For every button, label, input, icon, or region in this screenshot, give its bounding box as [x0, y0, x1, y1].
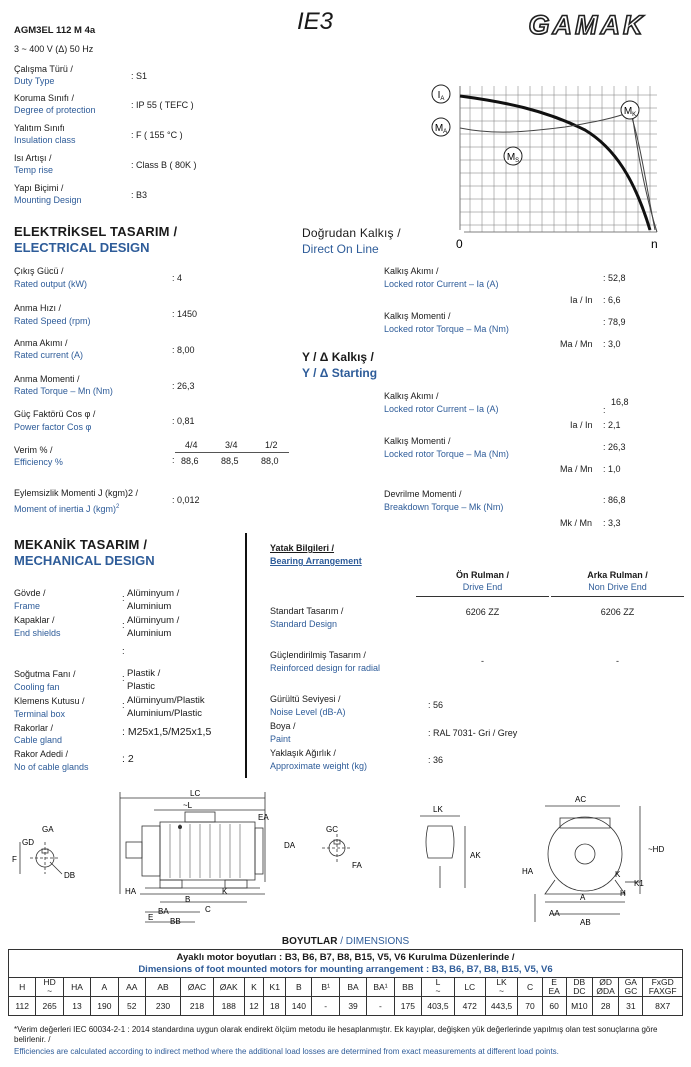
shaft-end-view-small — [322, 834, 352, 864]
current-value: : 8,00 — [172, 345, 195, 355]
col-fxgd: FxGD FAXGF — [643, 978, 683, 997]
eff-h1: 4/4 — [185, 440, 198, 450]
torque-current-curve — [425, 80, 665, 252]
val-od: 28 — [592, 997, 618, 1016]
mechanical-title-tr: MEKANİK TASARIM / — [14, 537, 148, 552]
insulation-tr: Yalıtım Sınıfı — [14, 123, 65, 133]
current-en: Rated current (A) — [14, 350, 84, 360]
yd-mk-ratio-label: Mk / Mn — [560, 518, 593, 528]
val-bb: 175 — [394, 997, 421, 1016]
footnote-tr: *Verim değerleri IEC 60034-2-1 : 2014 standardına uygun olarak endirekt ölçüm metodu ile hesaplanmıştır. Ek kayıplar, değişken yük değerlerinde yapılmış olan test sonuçlarına göre belirlenir. / — [14, 1025, 658, 1044]
voltage-rating: 3 ~ 400 V (Δ) 50 Hz — [14, 44, 94, 54]
dimensions-header-row — [9, 978, 683, 997]
val-aa: 52 — [118, 997, 145, 1016]
val-db: M10 — [566, 997, 592, 1016]
col-k1: K1 — [264, 978, 286, 997]
protection-en: Degree of protection — [14, 105, 96, 115]
frame-en: Frame — [14, 601, 41, 611]
col-aa: AA — [118, 978, 145, 997]
torque-en: Rated Torque – Mn (Nm) — [14, 386, 113, 396]
output-value: : 4 — [172, 273, 183, 283]
val-ba1: - — [367, 997, 394, 1016]
svg-text:HA: HA — [522, 867, 534, 876]
inertia-en: Moment of inertia J (kgm)$^2$ — [14, 504, 120, 514]
mechanical-title-en: MECHANICAL DESIGN — [14, 553, 155, 568]
val-l: 403,5 — [422, 997, 455, 1016]
col-b: B — [286, 978, 312, 997]
dimensions-value-row — [9, 997, 683, 1016]
dol-ia-value: : 52,8 — [603, 273, 626, 283]
std-design-tr: Standart Tasarım / — [270, 606, 344, 616]
shields-tr: Kapaklar / — [14, 615, 55, 625]
val-fxgd: 8X7 — [643, 997, 683, 1016]
mounting-tr: Yapı Biçimi / — [14, 183, 64, 193]
temp-rise-value: : Class B ( 80K ) — [131, 160, 197, 170]
inertia-tr: Eylemsizlik Momenti J (kgm)2 / — [14, 488, 139, 498]
electrical-title-en: ELECTRICAL DESIGN — [14, 240, 150, 255]
efficiency-class: IE3 — [297, 8, 334, 35]
svg-text:~HD: ~HD — [648, 845, 665, 854]
pf-tr: Güç Faktörü Cos φ / — [14, 409, 96, 419]
speed-value: : 1450 — [172, 309, 198, 319]
col-h: H — [9, 978, 36, 997]
dol-ma-en: Locked rotor Torque – Ma (Nm) — [384, 324, 509, 334]
yd-ma-ratio-label: Ma / Mn — [560, 464, 593, 474]
eff-v2: 88,5 — [221, 456, 239, 466]
col-c: C — [518, 978, 542, 997]
val-e: 60 — [542, 997, 566, 1016]
svg-text:LK: LK — [433, 805, 443, 814]
frame-value-en: Aluminium — [127, 601, 172, 612]
protection-value: : IP 55 ( TEFC ) — [131, 100, 194, 110]
svg-text:K1: K1 — [634, 879, 644, 888]
std-design-en: Standard Design — [270, 619, 338, 629]
insulation-value: : F ( 155 °C ) — [131, 130, 183, 140]
svg-text:n: n — [651, 237, 658, 251]
yd-title-tr: Y / Δ Kalkış / — [302, 350, 374, 364]
reinf-design-en: Reinforced design for radial — [270, 663, 381, 673]
glands-count-tr: Rakor Adedi / — [14, 749, 69, 759]
col-oac: ØAC — [181, 978, 214, 997]
paint-tr: Boya / — [270, 721, 296, 731]
col-lc: LC — [454, 978, 485, 997]
glands-count-value: : 2 — [122, 753, 134, 765]
eff-colon: : — [172, 455, 175, 465]
svg-text:K: K — [615, 870, 621, 879]
eff-rule — [175, 452, 289, 453]
fan-value-tr: Plastik / — [127, 668, 161, 679]
mounting-en: Mounting Design — [14, 195, 82, 205]
dol-ma-ratio-value: : 3,0 — [603, 339, 621, 349]
val-b1: - — [312, 997, 339, 1016]
svg-text:HA: HA — [125, 887, 137, 896]
svg-text:GD: GD — [22, 838, 34, 847]
svg-text:FA: FA — [352, 861, 362, 870]
dimensions-title: BOYUTLAR / DIMENSIONS — [281, 936, 410, 947]
dimensions-subtitle: Ayaklı motor boyutları : B3, B6, B7, B8, B15, V5, V6 Kurulma Düzenlerinde / Dimensions of foot mounted motors for mounting arrangement : B3, B6, B7, B8, B15, V5, V6 — [8, 949, 683, 977]
val-h: 112 — [9, 997, 36, 1016]
svg-text:MA: $M_A$ — [434, 123, 448, 135]
protection-tr: Koruma Sınıfı / — [14, 93, 75, 103]
torque-tr: Anma Momenti / — [14, 374, 80, 384]
eff-en: Efficiency % — [14, 457, 63, 467]
reinf-de-value: - — [481, 656, 484, 666]
svg-text:AA: AA — [549, 909, 560, 918]
eff-h2: 3/4 — [225, 440, 238, 450]
svg-text:GA: GA — [42, 825, 54, 834]
yd-ma-ratio-value: : 1,0 — [603, 464, 621, 474]
yd-ia-value: 16,8 — [611, 397, 629, 407]
svg-text:C: C — [205, 905, 211, 914]
svg-text:AC: AC — [575, 795, 587, 804]
glands-count-en: No of cable glands — [14, 762, 89, 772]
dol-ia-en: Locked rotor Current – Ia (A) — [384, 279, 499, 289]
svg-text:A: A — [580, 893, 586, 902]
std-de-value: 6206 ZZ — [465, 607, 500, 617]
mounting-value: : B3 — [131, 190, 148, 200]
duty-type-value: : S1 — [131, 71, 148, 81]
de-header-en: Drive End — [462, 582, 503, 592]
svg-text:E: E — [148, 913, 154, 922]
output-en: Rated output (kW) — [14, 279, 88, 289]
brand-logo — [510, 10, 665, 40]
motor-front-view — [535, 806, 640, 922]
weight-en: Approximate weight (kg) — [270, 761, 368, 771]
dol-title-tr: Doğrudan Kalkış / — [302, 226, 401, 240]
fan-en: Cooling fan — [14, 682, 60, 692]
temp-rise-en: Temp rise — [14, 165, 54, 175]
yd-ia-tr: Kalkış Akımı / — [384, 391, 439, 401]
dimensions-table — [8, 977, 683, 1016]
val-k: 12 — [244, 997, 264, 1016]
bearing-title-en: Bearing Arrangement — [270, 556, 362, 566]
val-b: 140 — [286, 997, 312, 1016]
nde-header-tr: Arka Rulman / — [587, 570, 648, 580]
col-ba: BA — [339, 978, 366, 997]
eff-h3: 1/2 — [265, 440, 278, 450]
val-hd: 265 — [36, 997, 63, 1016]
yd-ia-ratio-label: Ia / In — [570, 420, 593, 430]
col-ba1: BA¹ — [367, 978, 394, 997]
terminal-box-view — [420, 816, 465, 888]
val-oac: 218 — [181, 997, 214, 1016]
val-ga: 31 — [619, 997, 643, 1016]
svg-text:BA: BA — [158, 907, 169, 916]
yd-mk-tr: Devrilme Momenti / — [384, 489, 462, 499]
tbox-value-en: Aluminium/Plastic — [127, 708, 202, 719]
tbox-value-tr: Alüminyum/Plastik — [127, 695, 205, 706]
duty-type-tr: Çalışma Türü / — [14, 64, 73, 74]
svg-text:0: 0 — [456, 237, 463, 251]
yd-ia-en: Locked rotor Current – Ia (A) — [384, 404, 499, 414]
gland-tr: Rakorlar / — [14, 723, 54, 733]
electrical-title-tr: ELEKTRİKSEL TASARIM / — [14, 224, 178, 239]
svg-text:EA: EA — [258, 813, 269, 822]
pf-value: : 0,81 — [172, 416, 195, 426]
svg-text:AB: AB — [580, 918, 591, 927]
section-divider — [245, 533, 247, 778]
col-hd: HD ~ — [36, 978, 63, 997]
val-c: 70 — [518, 997, 542, 1016]
torque-value: : 26,3 — [172, 381, 195, 391]
eff-v1: 88,6 — [181, 456, 199, 466]
val-k1: 18 — [264, 997, 286, 1016]
svg-text:MS: $M_S$ — [506, 152, 520, 164]
tbox-en: Terminal box — [14, 709, 66, 719]
svg-text:GAMAK: GAMAK — [528, 10, 646, 40]
svg-text:DB: DB — [64, 871, 76, 880]
svg-text:MK: $M_K$ — [623, 106, 637, 118]
yd-mk-ratio-value: : 3,3 — [603, 518, 621, 528]
footnote-en: Efficiencies are calculated according to indirect method where the additional load losses are determined from exact measurements at different load points. — [14, 1047, 559, 1056]
shields-value-tr: Alüminyum / — [127, 615, 180, 626]
dol-ma-value: : 78,9 — [603, 317, 626, 327]
yd-ia-colon: : — [603, 405, 606, 415]
output-tr: Çıkış Gücü / — [14, 266, 64, 276]
svg-text:~L: ~L — [183, 801, 193, 810]
insulation-en: Insulation class — [14, 135, 76, 145]
dol-title-en: Direct On Line — [302, 242, 379, 256]
current-tr: Anma Akımı / — [14, 338, 68, 348]
dol-ma-ratio-label: Ma / Mn — [560, 339, 593, 349]
inertia-value: : 0,012 — [172, 495, 200, 505]
val-oak: 188 — [213, 997, 244, 1016]
svg-text:AK: AK — [470, 851, 481, 860]
col-od: ØD ØDA — [592, 978, 618, 997]
col-ga: GA GC — [619, 978, 643, 997]
svg-text:IA: $I_A$ — [437, 90, 445, 102]
svg-text:F: F — [12, 855, 17, 864]
noise-value: : 56 — [428, 700, 444, 710]
motor-side-view — [120, 792, 265, 922]
shields-value-en: Aluminium — [127, 628, 172, 639]
col-lk: LK ~ — [485, 978, 518, 997]
yd-ia-ratio-value: : 2,1 — [603, 420, 621, 430]
yd-mk-value: : 86,8 — [603, 495, 626, 505]
svg-text:B: B — [185, 895, 191, 904]
col-oak: ØAK — [213, 978, 244, 997]
col-ab: AB — [145, 978, 180, 997]
dol-ia-tr: Kalkış Akımı / — [384, 266, 439, 276]
paint-value: : RAL 7031- Gri / Grey — [428, 728, 518, 738]
yd-ma-en: Locked rotor Torque – Ma (Nm) — [384, 449, 509, 459]
pf-en: Power factor Cos φ — [14, 422, 92, 432]
col-e: E EA — [542, 978, 566, 997]
col-b1: B¹ — [312, 978, 339, 997]
val-a: 190 — [91, 997, 118, 1016]
col-ha: HA — [63, 978, 90, 997]
dol-ia-ratio-value: : 6,6 — [603, 295, 621, 305]
yd-title-en: Y / Δ Starting — [302, 366, 378, 380]
yd-ma-tr: Kalkış Momenti / — [384, 436, 451, 446]
model-name: AGM3EL 112 M 4a — [14, 25, 96, 36]
svg-text:K: K — [222, 887, 228, 896]
frame-value-tr: Alüminyum / — [127, 588, 180, 599]
col-bb: BB — [394, 978, 421, 997]
dimension-drawings — [0, 782, 691, 932]
reinf-design-tr: Güçlendirilmiş Tasarım / — [270, 650, 366, 660]
svg-text:H: H — [620, 889, 626, 898]
fan-tr: Soğutma Fanı / — [14, 669, 76, 679]
val-ba: 39 — [339, 997, 366, 1016]
nde-header-en: Non Drive End — [588, 582, 647, 592]
weight-value: : 36 — [428, 755, 444, 765]
de-header-tr: Ön Rulman / — [455, 570, 509, 580]
std-nde-value: 6206 ZZ — [600, 607, 635, 617]
fan-value-en: Plastic — [127, 681, 155, 692]
svg-text:BB: BB — [170, 917, 181, 926]
val-ha: 13 — [63, 997, 90, 1016]
svg-text:GC: GC — [326, 825, 338, 834]
dol-ia-ratio-label: Ia / In — [570, 295, 593, 305]
tbox-tr: Klemens Kutusu / — [14, 696, 85, 706]
svg-text:LC: LC — [190, 789, 201, 798]
gland-en: Cable gland — [14, 735, 63, 745]
svg-text:DA: DA — [284, 841, 296, 850]
val-lk: 443,5 — [485, 997, 518, 1016]
noise-tr: Gürültü Seviyesi / — [270, 694, 341, 704]
speed-tr: Anma Hızı / — [14, 303, 62, 313]
frame-tr: Gövde / — [14, 588, 46, 598]
temp-rise-tr: Isı Artışı / — [14, 153, 52, 163]
weight-tr: Yaklaşık Ağırlık / — [270, 748, 336, 758]
val-ab: 230 — [145, 997, 180, 1016]
dol-ma-tr: Kalkış Momenti / — [384, 311, 451, 321]
reinf-nde-value: - — [616, 656, 619, 666]
yd-ma-value: : 26,3 — [603, 442, 626, 452]
eff-v3: 88,0 — [261, 456, 279, 466]
speed-en: Rated Speed (rpm) — [14, 316, 91, 326]
shields-en: End shields — [14, 628, 61, 638]
yd-mk-en: Breakdown Torque – Mk (Nm) — [384, 502, 504, 512]
bearing-title-tr: Yatak Bilgileri / — [270, 543, 335, 553]
col-db: DB DC — [566, 978, 592, 997]
col-l: L ~ — [422, 978, 455, 997]
paint-en: Paint — [270, 734, 291, 744]
val-lc: 472 — [454, 997, 485, 1016]
gland-value: : M25x1,5/M25x1,5 — [122, 726, 212, 738]
duty-type-en: Duty Type — [14, 76, 55, 86]
noise-en: Noise Level (dB-A) — [270, 707, 346, 717]
eff-tr: Verim % / — [14, 445, 53, 455]
col-a: A — [91, 978, 118, 997]
col-k: K — [244, 978, 264, 997]
